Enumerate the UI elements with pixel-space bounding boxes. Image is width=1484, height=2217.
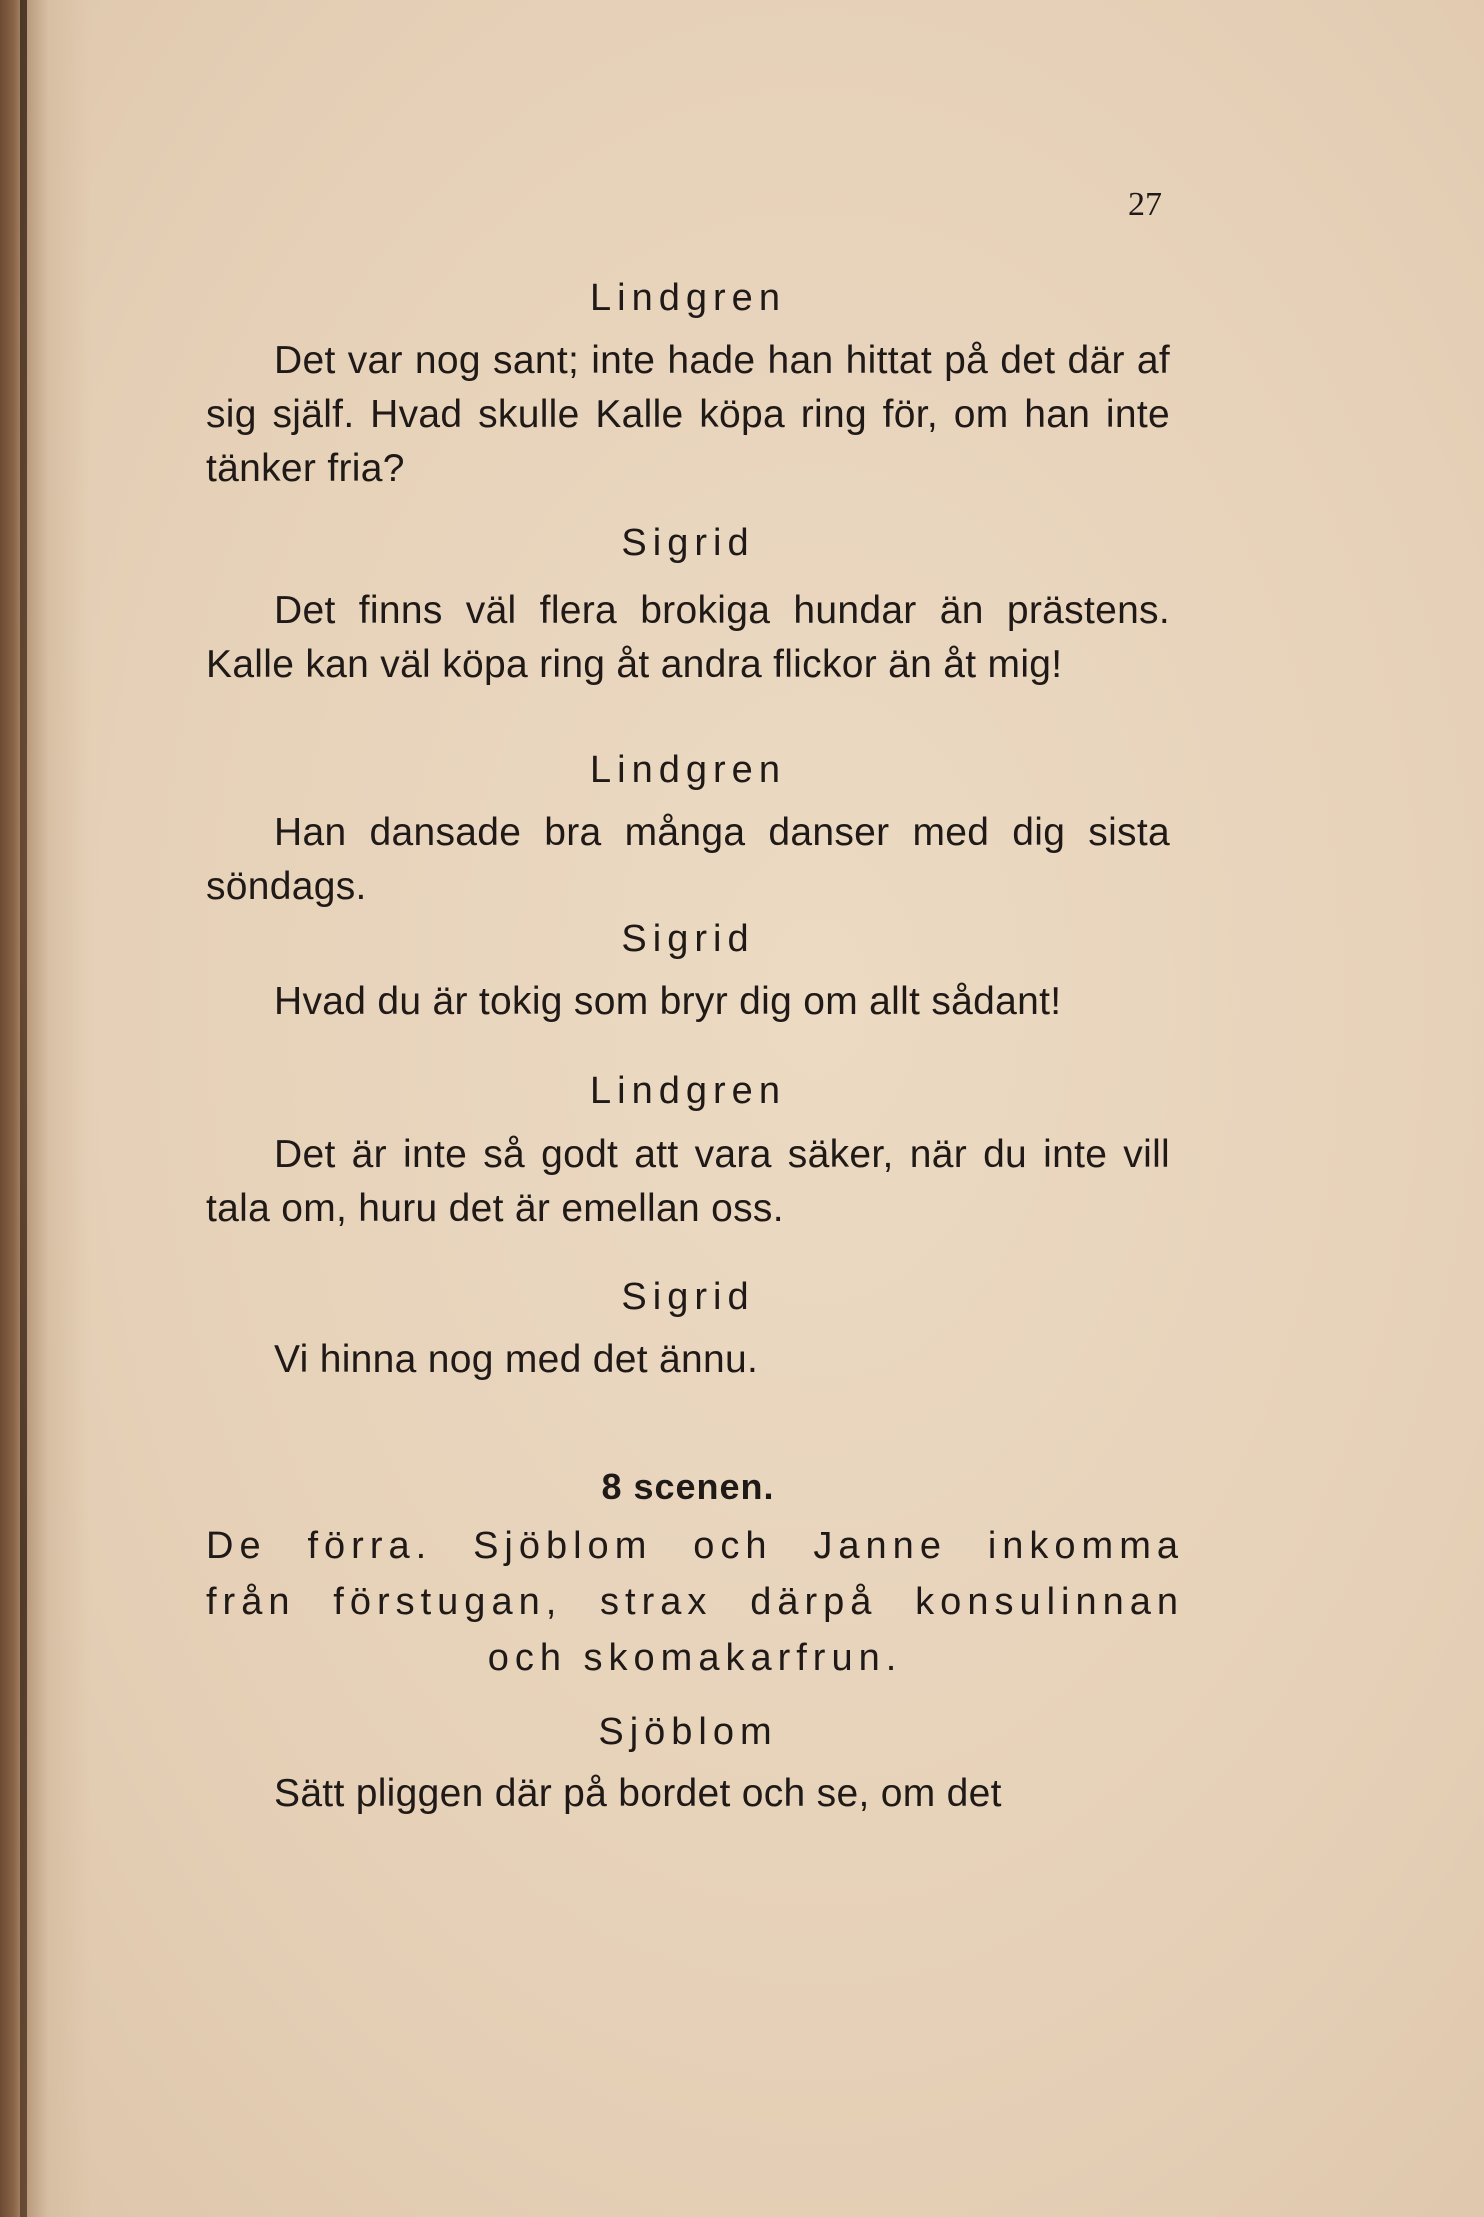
dialogue-text: Hvad du är tokig som bryr dig om allt sådant!	[274, 980, 1062, 1023]
dialogue-text: Det var nog sant; inte hade han hittat på det där af sig själf. Hvad skulle Kalle köpa ring för, om han inte tänker fria?	[206, 339, 1170, 490]
speaker-name: Sigrid	[621, 918, 755, 960]
stage-direction-line: från förstugan, strax därpå konsulinnan	[206, 1581, 1184, 1623]
scene-title: 8 scenen.	[601, 1466, 775, 1507]
stage-direction-line: och skomakarfrun.	[487, 1637, 903, 1679]
speaker-name: Lindgren	[590, 749, 786, 791]
speaker-name: Sigrid	[621, 1276, 755, 1318]
stage-direction-line: De förra. Sjöblom och Janne inkomma	[206, 1525, 1184, 1567]
dialogue-text: Vi hinna nog med det ännu.	[274, 1338, 759, 1381]
speaker-name: Sjöblom	[598, 1711, 778, 1753]
page-number: 27	[1128, 186, 1162, 223]
dialogue-text: Sätt pliggen där på bordet och se, om det	[274, 1772, 1002, 1815]
speaker-name: Sigrid	[621, 522, 755, 564]
page-binding-shadow	[0, 0, 90, 2217]
dialogue-text: Det finns väl flera brokiga hundar än prästens. Kalle kan väl köpa ring åt andra flickor än åt mig!	[206, 589, 1170, 686]
speaker-name: Lindgren	[590, 1070, 786, 1112]
page-binding-edge	[20, 0, 27, 2217]
speaker-name: Lindgren	[590, 277, 786, 319]
dialogue-text: Han dansade bra många danser med dig sista söndags.	[206, 811, 1170, 908]
stage-direction	[206, 1518, 1184, 1686]
dialogue-text: Det är inte så godt att vara säker, när du inte vill tala om, huru det är emellan oss.	[206, 1133, 1170, 1230]
